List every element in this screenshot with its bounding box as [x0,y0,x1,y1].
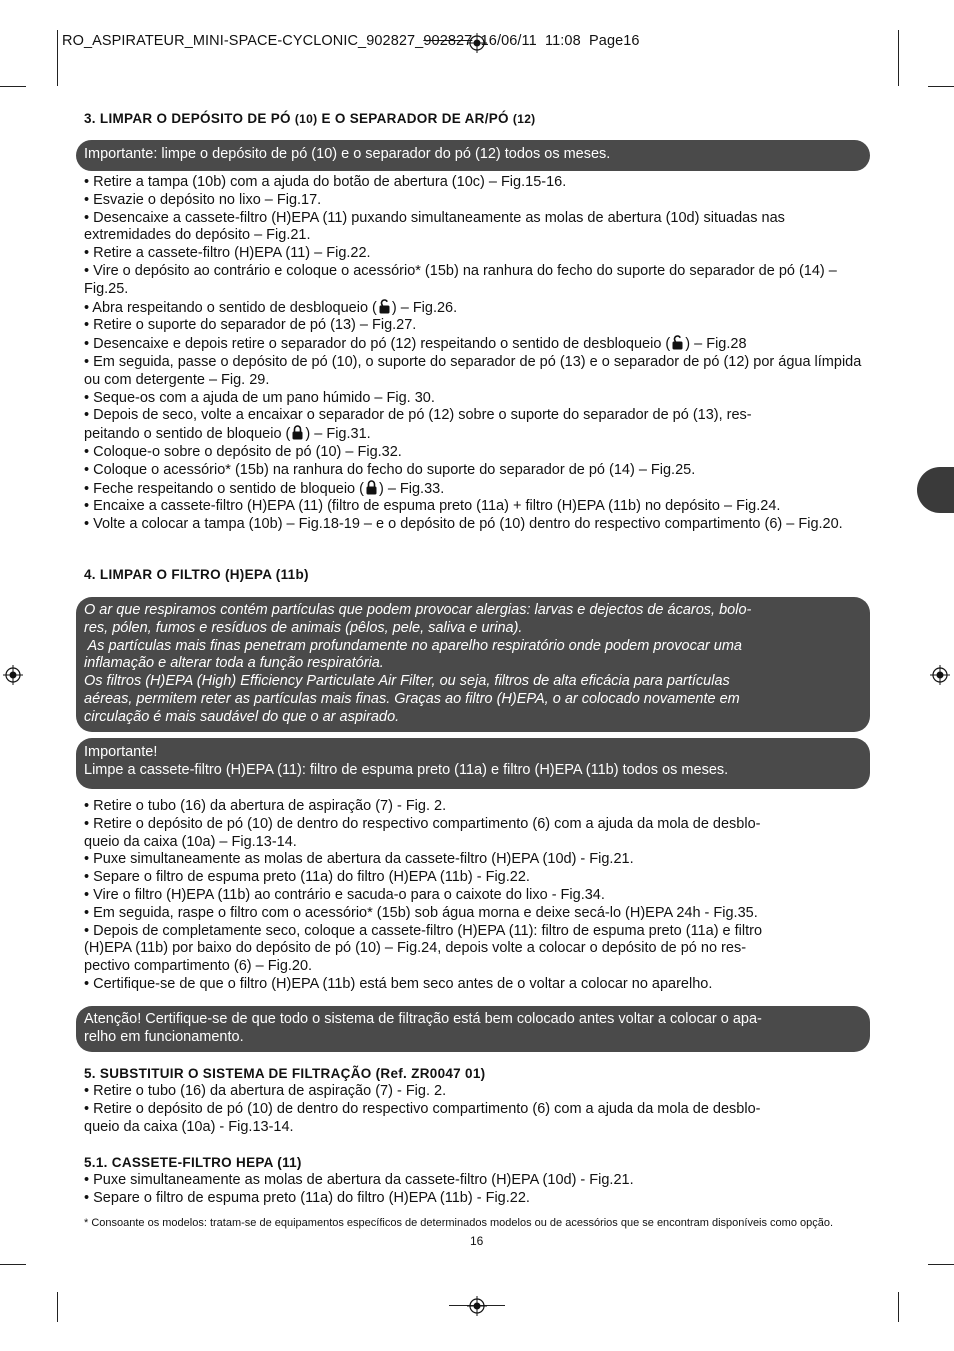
list-item: • Seque-os com a ajuda de um pano húmido – Fig. 30. [84,389,435,406]
section-4-info-banner [76,597,870,732]
info-line: circulação é mais saudável do que o ar aspirado. [84,708,400,725]
list-item: • Retire a tampa (10b) com a ajuda do botão de abertura (10c) – Fig.15-16. [84,174,567,190]
info-line: res, pólen, fumos e resíduos de animais (pêlos, pele, saliva e urina). [84,619,523,636]
section-5-title: 5. SUBSTITUIR O SISTEMA DE FILTRAÇÃO (Ref. ZR0047 01) [84,1066,486,1081]
info-line: As partículas mais finas penetram profundamente no aparelho respiratório onde podem provocar uma [84,637,742,654]
list-item: • Encaixe a cassete-filtro (H)EPA (11) (filtro de espuma preto (11a) + filtro (H)EPA (11b) no depósito – Fig.24. [84,498,781,515]
crop-mark [0,86,26,87]
list-item: • Esvazie o depósito no lixo – Fig.17. [84,191,322,208]
list-item: queio da caixa (10a) - Fig.13-14. [84,1118,294,1135]
registration-mark-icon [930,665,950,685]
list-item: • Em seguida, raspe o filtro com o acessório* (15b) sob água morna e deixe secá-lo (H)EPA 24h - Fig.35. [84,904,758,921]
footnote: * Consoante os modelos: tratam-se de equipamentos específicos de determinados modelos ou de acessórios que se encontram disponíveis como opção. [84,1217,834,1229]
section-5-steps [84,1083,874,1136]
list-item: • Abra respeitando o sentido de desbloqueio ( ) – Fig.26. [84,299,458,316]
page-number: 16 [470,1234,484,1248]
info-line: inflamação e alterar toda a função respiratória. [84,655,384,672]
list-item: • Depois de seco, volte a encaixar o separador de pó (12) sobre o suporte do separador de pó (13), res- peitando o sentido de bloqueio ( ) – Fig.31. [84,407,752,443]
info-line: Os filtros (H)EPA (High) Efficiency Particulate Air Filter, ou seja, filtros de alta eficácia para partículas [84,673,730,690]
list-item: • Separe o filtro de espuma preto (11a) do filtro (H)EPA (11b) - Fig.22. [84,869,530,886]
slug-filename: RO_ASPIRATEUR_MINI-SPACE-CYCLONIC_902827_ [62,33,424,49]
section-4-important-banner [76,738,870,789]
lock-icon [291,425,304,440]
attention-banner: Atenção! Certifique-se de que todo o sistema de filtração está bem colocado antes voltar a colocar o apa- relho em funcionamento. [76,1006,870,1052]
info-line: aéreas, permitem reter as partículas mais finas. Graças ao filtro (H)EPA, o ar colocado novamente em [84,690,740,707]
list-item: • Retire o suporte do separador de pó (13) – Fig.27. [84,317,417,334]
registration-mark-icon [467,1296,487,1316]
section-5-1-title: 5.1. CASSETE-FILTRO HEPA (11) [84,1155,302,1170]
section-4-title: 4. LIMPAR O FILTRO (H)EPA (11b) [84,567,309,582]
list-item: • Retire o tubo (16) da abertura de aspiração (7) - Fig. 2. [84,798,447,814]
section-5-1-steps [84,1172,874,1208]
list-item: • Coloque-o sobre o depósito de pó (10) – Fig.32. [84,443,402,460]
unlock-icon [378,299,391,314]
section-3-title: 3. LIMPAR O DEPÓSITO DE PÓ (10) E O SEPARADOR DE AR/PÓ (12) [84,111,536,126]
crop-mark [928,1264,954,1265]
list-item: • Feche respeitando o sentido de bloqueio ( ) – Fig.33. [84,480,445,497]
list-item: • Coloque o acessório* (15b) na ranhura do fecho do suporte do separador de pó (14) – Fig.25. [84,461,696,478]
list-item: • Volte a colocar a tampa (10b) – Fig.18-19 – e o depósito de pó (10) dentro do respectivo compartimento (6) – Fig.20. [84,516,843,533]
slug-struck: 902827 [423,33,473,49]
print-slug [62,33,640,49]
list-item: • Separe o filtro de espuma preto (11a) do filtro (H)EPA (11b) - Fig.22. [84,1189,530,1206]
list-item: queio da caixa (10a) – Fig.13-14. [84,833,297,850]
crop-mark [928,86,954,87]
crop-mark [0,1264,26,1265]
crop-mark [898,1292,899,1322]
list-item: • Puxe simultaneamente as molas de abertura da cassete-filtro (H)EPA (10d) - Fig.21. [84,1172,634,1188]
list-item: • Retire a cassete-filtro (H)EPA (11) – Fig.22. [84,245,371,262]
info-line: O ar que respiramos contém partículas que podem provocar alergias: larvas e dejectos de ácaros, bolo- [84,602,752,618]
list-item: • Em seguida, passe o depósito de pó (10), o suporte do separador de pó (13) e o separador de pó (12) por água límpida ou com detergente – Fig. 29. [84,353,862,388]
section-3-steps [84,174,874,534]
list-item: • Vire o filtro (H)EPA (11b) ao contrário e sacuda-o para o caixote do lixo - Fig.34. [84,886,605,903]
list-item: (H)EPA (11b) por baixo do depósito de pó (10) – Fig.24, depois volte a colocar o depósito de pó no res- [84,940,747,957]
important-text: Limpe a cassete-filtro (H)EPA (11): filtro de espuma preto (11a) e filtro (H)EPA (11b) todos os meses. [84,761,729,778]
section-3-important-banner: Importante: limpe o depósito de pó (10) e o separador do pó (12) todos os meses. [76,140,870,171]
list-item: pectivo compartimento (6) – Fig.20. [84,958,313,975]
section-4-steps [84,798,874,994]
crop-mark [57,1292,58,1322]
lock-icon [365,480,378,495]
important-title: Importante! [84,744,158,760]
list-item: • Certifique-se de que o filtro (H)EPA (11b) está bem seco antes de o voltar a colocar no aparelho. [84,975,713,992]
registration-mark-icon [3,665,23,685]
list-item: • Desencaixe e depois retire o separador do pó (12) respeitando o sentido de desbloqueio ( ) – Fig.28 [84,336,747,353]
list-item: • Vire o depósito ao contrário e coloque o acessório* (15b) na ranhura do fecho do suporte do separador de pó (14) – Fig.25. [84,262,837,297]
list-item: • Retire o tubo (16) da abertura de aspiração (7) - Fig. 2. [84,1083,447,1099]
crop-mark [898,30,899,86]
unlock-icon [671,335,684,350]
list-item: • Retire o depósito de pó (10) de dentro do respectivo compartimento (6) com a ajuda da mola de desblo- [84,1100,761,1117]
list-item: • Desencaixe a cassete-filtro (H)EPA (11) puxando simultaneamente as molas de abertura (10d) situadas nas extremidades do depósito – Fig.21. [84,209,785,244]
slug-date: 16/06/11 11:08 Page16 [472,33,640,49]
list-item: • Puxe simultaneamente as molas de abertura da cassete-filtro (H)EPA (10d) - Fig.21. [84,851,634,868]
list-item: • Depois de completamente seco, coloque a cassete-filtro (H)EPA (11): filtro de espuma preto (11a) e filtro [84,922,763,939]
list-item: • Retire o depósito de pó (10) de dentro do respectivo compartimento (6) com a ajuda da mola de desblo- [84,815,761,832]
crop-mark [57,30,58,86]
side-tab-marker [917,467,954,513]
